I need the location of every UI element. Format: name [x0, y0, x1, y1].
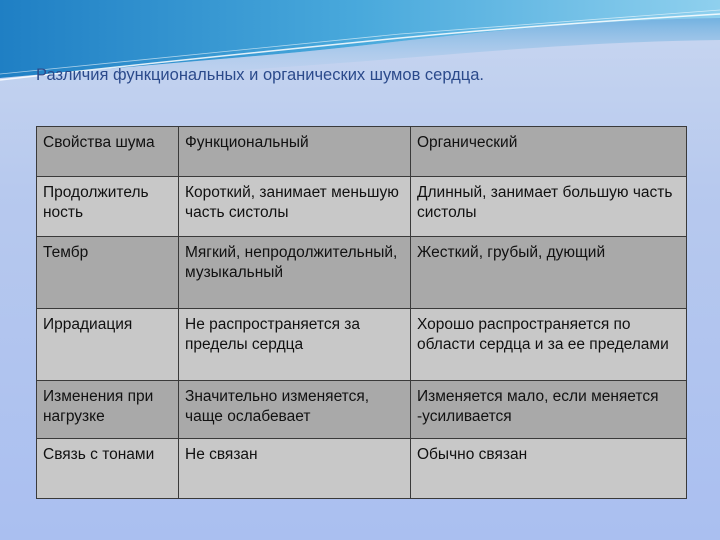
slide-title: Различия функциональных и органических шумов сердца. — [36, 66, 484, 84]
row-label: Изменения при нагрузке — [37, 381, 179, 439]
table-cell: Жесткий, грубый, дующий — [411, 237, 687, 309]
table-row — [37, 237, 687, 309]
table-cell: Короткий, занимает меньшую часть систолы — [179, 177, 411, 237]
header-cell-property: Свойства шума — [37, 127, 179, 177]
table-cell: Не связан — [179, 439, 411, 499]
header-cell-organic: Органический — [411, 127, 687, 177]
row-label: Продолжитель ность — [37, 177, 179, 237]
comparison-table — [36, 126, 687, 499]
row-label: Тембр — [37, 237, 179, 309]
table-cell: Не распространяется за пределы сердца — [179, 309, 411, 381]
table-cell: Обычно связан — [411, 439, 687, 499]
row-label: Иррадиация — [37, 309, 179, 381]
table-row — [37, 177, 687, 237]
table-row — [37, 439, 687, 499]
table-cell: Значительно изменяется, чаще ослабевает — [179, 381, 411, 439]
table-row — [37, 381, 687, 439]
table-cell: Мягкий, непродолжительный, музыкальный — [179, 237, 411, 309]
header-cell-functional: Функциональный — [179, 127, 411, 177]
row-label: Связь с тонами — [37, 439, 179, 499]
table-header-row — [37, 127, 687, 177]
table-cell: Изменяется мало, если меняется -усиливается — [411, 381, 687, 439]
table-row — [37, 309, 687, 381]
table-cell: Длинный, занимает большую часть систолы — [411, 177, 687, 237]
table-cell: Хорошо распространяется по области сердца и за ее пределами — [411, 309, 687, 381]
